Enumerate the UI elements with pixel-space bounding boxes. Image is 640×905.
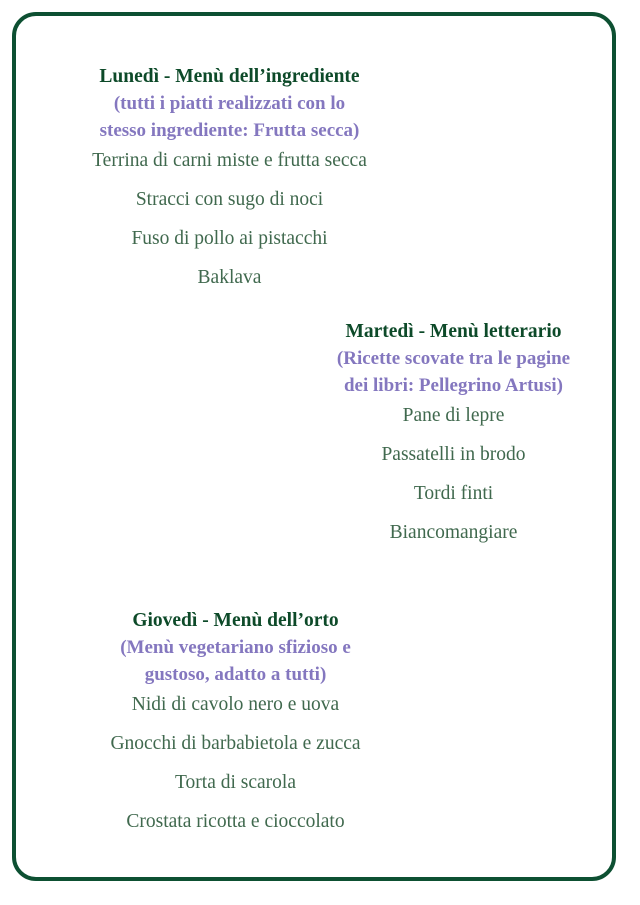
menu-section-giovedi [28,608,443,833]
dish-item: Crostata ricotta e cioccolato [126,811,345,832]
dish-item: Stracci con sugo di noci [135,189,324,210]
section-subtitle-lunedi-line-1: (tutti i piatti realizzati con lo [113,93,346,114]
section-title-martedi: Martedì - Menù letterario [345,321,562,342]
dish-item: Gnocchi di barbabietola e zucca [110,733,361,754]
section-title-giovedi: Giovedì - Menù dell’orto [132,610,339,631]
dish-item: Terrina di carni miste e frutta secca [92,150,367,171]
menu-section-lunedi [16,64,443,289]
menu-section-martedi [251,319,640,544]
section-title-lunedi: Lunedì - Menù dell’ingrediente [99,66,360,87]
dish-item: Biancomangiare [389,522,518,543]
section-subtitle-martedi-line-2: dei libri: Pellegrino Artusi) [343,375,563,396]
dish-item: Passatelli in brodo [381,444,526,465]
dish-item: Torta di scarola [175,772,296,793]
section-subtitle-martedi-line-1: (Ricette scovate tra le pagine [336,348,571,369]
dish-item: Baklava [197,267,262,288]
section-subtitle-giovedi-line-1: (Menù vegetariano sfizioso e [120,637,351,658]
menu-card [12,12,616,881]
section-subtitle-giovedi-line-2: gustoso, adatto a tutti) [144,664,327,685]
section-subtitle-lunedi-line-2: stesso ingrediente: Frutta secca) [99,120,360,141]
dish-item: Pane di lepre [402,405,505,426]
dish-list-giovedi [28,694,443,833]
dish-list-lunedi [16,150,443,289]
dish-list-martedi [251,405,640,544]
dish-item: Nidi di cavolo nero e uova [131,694,340,715]
dish-item: Tordi finti [413,483,494,504]
dish-item: Fuso di pollo ai pistacchi [131,228,328,249]
